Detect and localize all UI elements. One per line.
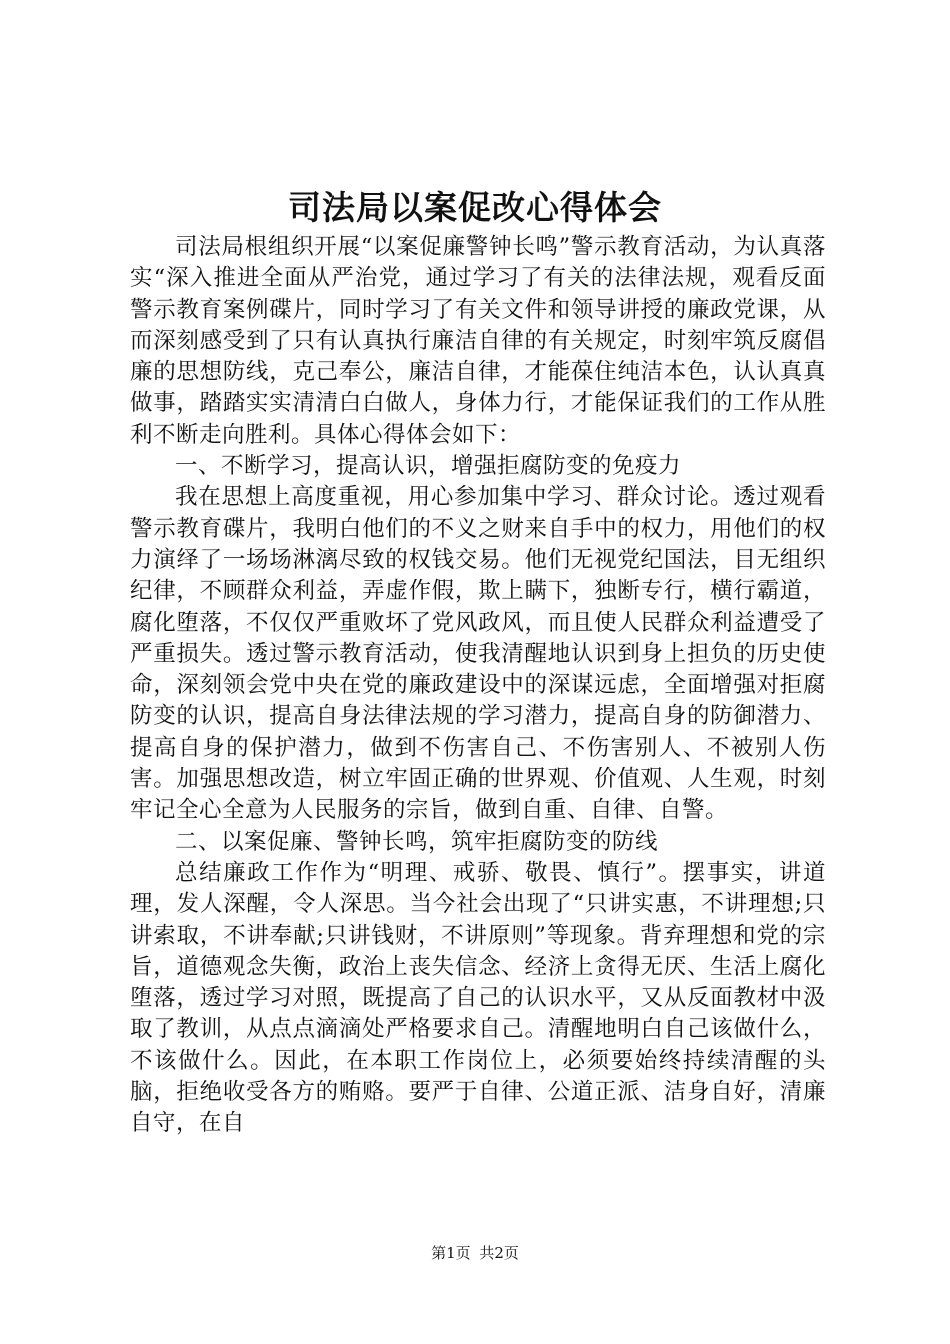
paragraph-intro: 司法局根组织开展“以案促廉警钟长鸣”警示教育活动，为认真落实“深入推进全面从严治党，通过学习了有关的法律法规，观看反面警示教育案例碟片，同时学习了有关文件和领导讲授的廉政党课，从而深刻感受到了只有认真执行廉洁自律的有关规定，时刻牢筑反腐倡廉的思想防线，克己奉公，廉洁自律，才能葆住纯洁本色，认认真真做事，踏踏实实清清白白做人，身体力行，才能保证我们的工作从胜利不断走向胜利。具体心得体会如下：	[130, 234, 826, 448]
total-pages: 共2页	[479, 1244, 519, 1262]
section-heading-1: 一、不断学习，提高认识，增强拒腐防变的免疫力	[175, 453, 682, 480]
current-page-number: 第1页	[431, 1244, 471, 1262]
section-heading-2: 二、以案促廉、警钟长鸣，筑牢拒腐防变的防线	[175, 828, 659, 855]
page-footer	[0, 1242, 950, 1264]
document-title: 司法局以案促改心得体会	[288, 188, 662, 227]
paragraph-section-1: 我在思想上高度重视，用心参加集中学习、群众讨论。透过观看警示教育碟片，我明白他们的不义之财来自手中的权力，用他们的权力演绎了一场场淋漓尽致的权钱交易。他们无视党纪国法，目无组织纪律，不顾群众利益，弄虚作假，欺上瞒下，独断专行，横行霸道，腐化堕落，不仅仅严重败坏了党风政风，而且使人民群众利益遭受了严重损失。透过警示教育活动，使我清醒地认识到身上担负的历史使命，深刻领会党中央在党的廉政建设中的深谋远虑，全面增强对拒腐防变的认识，提高自身法律法规的学习潜力，提高自身的防御潜力、提高自身的保护潜力，做到不伤害自己、不伤害别人、不被别人伤害。加强思想改造，树立牢固正确的世界观、价值观、人生观，时刻牢记全心全意为人民服务的宗旨，做到自重、自律、自警。	[130, 484, 826, 824]
document-body	[130, 232, 826, 1140]
paragraph-section-2: 总结廉政工作作为“明理、戒骄、敬畏、慎行”。摆事实，讲道理，发人深醒，令人深思。当今社会出现了“只讲实惠，不讲理想;只讲索取，不讲奉献;只讲钱财，不讲原则”等现象。背弃理想和党的宗旨，道德观念失衡，政治上丧失信念、经济上贪得无厌、生活上腐化堕落，透过学习对照，既提高了自己的认识水平，又从反面教材中汲取了教训，从点点滴滴处严格要求自己。清醒地明白自己该做什么，不该做什么。因此，在本职工作岗位上，必须要始终持续清醒的头脑，拒绝收受各方的贿赂。要严于自律、公道正派、洁身自好，清廉自守，在自	[130, 859, 826, 1137]
